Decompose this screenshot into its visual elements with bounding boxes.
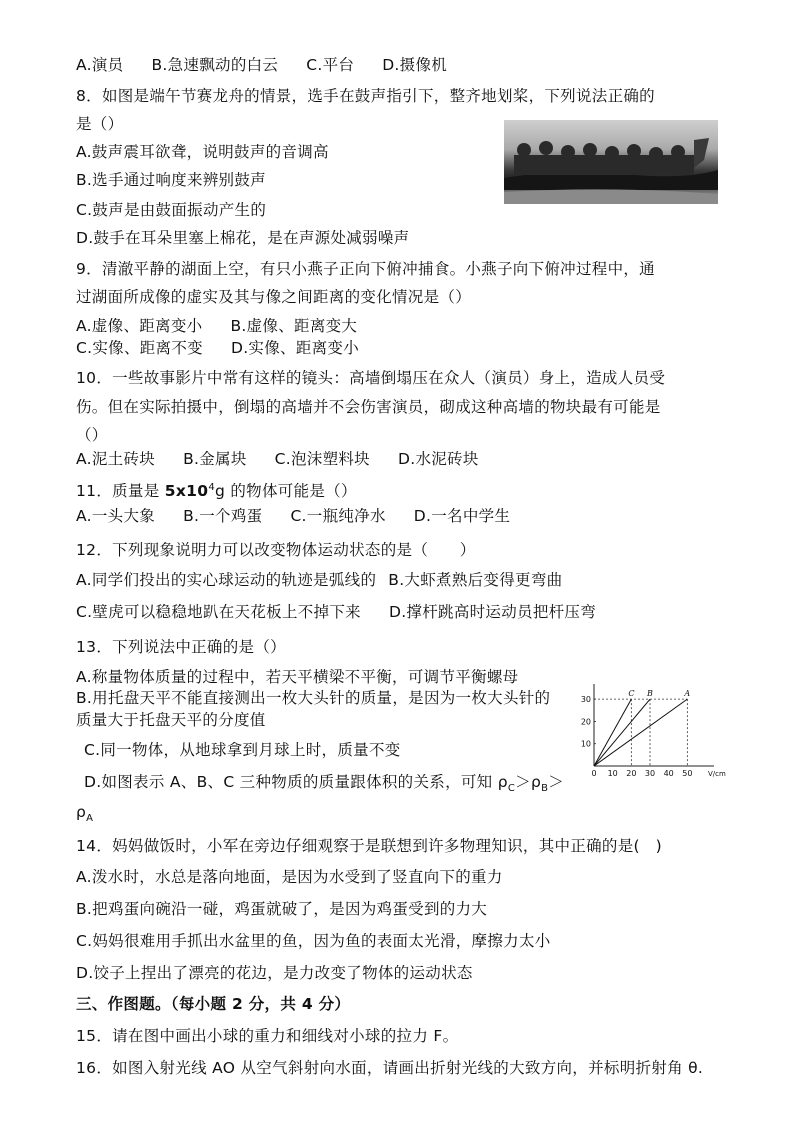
q8-option-a: A.鼓声震耳欲聋，说明鼓声的音调高 [76, 143, 329, 161]
q12-option-a: A.同学们投出的实心球运动的轨迹是弧线的 [76, 571, 377, 589]
q13-option-d-cont [76, 802, 93, 829]
y-tick-label: 10 [580, 739, 591, 749]
q11-option-c: C.一瓶纯净水 [290, 507, 386, 525]
q10-stem-line2: 伤。但在实际拍摄中，倒塌的高墙并不会伤害演员，砌成这种高墙的物块最有可能是 [76, 398, 661, 416]
q12-option-d: D.撑杆跳高时运动员把杆压弯 [388, 603, 597, 621]
series-line-b [594, 699, 650, 766]
q9-option-a: A.虚像、距离变小 [76, 317, 203, 335]
series-line-c [594, 699, 631, 766]
series-label-a: A [684, 689, 691, 699]
greater-than: ＞ [515, 773, 531, 791]
dragon-boat-photo [504, 120, 718, 204]
x-tick-label: 30 [644, 769, 656, 778]
q9-stem-line2: 过湖面所成像的虚实及其与像之间距离的变化情况是（） [76, 288, 472, 306]
q13-stem: 13．下列说法中正确的是（） [76, 638, 286, 656]
rho-sub-a: A [86, 813, 94, 825]
q7-option-a: A.演员 [76, 56, 124, 74]
q8-stem-line1: 8．如图是端午节赛龙舟的情景，选手在鼓声指引下，整齐地划桨，下列说法正确的 [76, 87, 655, 105]
y-tick-label: 30 [580, 695, 591, 705]
q10-options [76, 449, 479, 469]
x-tick-label: 40 [663, 769, 674, 778]
q13-option-d [84, 772, 564, 799]
q7-option-d: D.摄像机 [382, 56, 448, 74]
q8-option-c: C.鼓声是由鼓面振动产生的 [76, 201, 267, 219]
q10-option-b: B.金属块 [183, 450, 247, 468]
q10-option-c: C.泡沫塑料块 [274, 450, 370, 468]
y-tick-label: 20 [580, 717, 591, 727]
q10-option-a: A.泥土砖块 [76, 450, 156, 468]
q14-option-d: D.饺子上捏出了漂亮的花边，是力改变了物体的运动状态 [76, 964, 473, 982]
q15-stem: 15．请在图中画出小球的重力和细线对小球的拉力 F。 [76, 1027, 459, 1045]
q14-option-a: A.泼水时，水总是落向地面，是因为水受到了竖直向下的重力 [76, 868, 503, 886]
q14-stem: 14．妈妈做饭时，小军在旁边仔细观察于是联想到许多物理知识，其中正确的是( ) [76, 837, 663, 855]
rho-sub-b: B [541, 783, 549, 795]
q11-option-b: B.一个鸡蛋 [183, 507, 263, 525]
q10-stem-line1: 10．一些故事影片中常有这样的镜头：高墙倒塌压在众人（演员）身上，造成人员受 [76, 369, 666, 387]
graph-lines [594, 689, 690, 766]
x-tick-label: 10 [607, 769, 618, 778]
dragon-boat-illustration [504, 120, 718, 204]
q11-stem-post: g 的物体可能是（） [215, 482, 357, 501]
q11-stem [76, 478, 357, 501]
q14-option-c: C.妈妈很难用手抓出水盆里的鱼，因为鱼的表面太光滑，摩擦力太小 [76, 932, 551, 950]
q7-options [76, 55, 447, 75]
series-label-c: C [628, 689, 635, 699]
q12-option-c: C.壁虎可以稳稳地趴在天花板上不掉下来 [76, 603, 361, 621]
series-label-b: B [647, 689, 653, 699]
q11-stem-pre: 11．质量是 [76, 482, 165, 501]
q13-option-d-text: D.如图表示 A、B、C 三种物质的质量跟体积的关系，可知 [84, 773, 498, 791]
q11-option-d: D.一名中学生 [413, 507, 511, 525]
q9-option-d: D.实像、距离变小 [230, 339, 360, 357]
q10-option-d: D.水泥砖块 [397, 450, 479, 468]
q12-stem: 12．下列现象说明力可以改变物体运动状态的是（ ） [76, 541, 476, 559]
q11-options [76, 506, 510, 526]
q9-stem-line1: 9．清澈平静的湖面上空，有只小燕子正向下俯冲捕食。小燕子向下俯冲过程中，通 [76, 260, 655, 278]
q14-option-b: B.把鸡蛋向碗沿一碰，鸡蛋就破了，是因为鸡蛋受到的力大 [76, 900, 488, 918]
q11-mass-exponent: 4 [208, 482, 215, 493]
greater-than: ＞ [548, 773, 565, 791]
x-tick-label: 0 [591, 769, 597, 778]
q8-stem-line2: 是（） [76, 115, 124, 133]
x-tick-label: 20 [626, 769, 637, 778]
x-tick-label: 50 [682, 769, 693, 778]
section-3-heading: 三、作图题。（每小题 2 分，共 4 分） [76, 995, 351, 1013]
q10-stem-line3: （） [76, 426, 108, 444]
q13-option-b-line1: B.用托盘天平不能直接测出一枚大头针的质量，是因为一枚大头针的 [76, 689, 551, 707]
q12-options-row1 [76, 570, 562, 590]
q16-stem: 16．如图入射光线 AO 从空气斜射向水面，请画出折射光线的大致方向，并标明折射角 θ. [76, 1059, 704, 1077]
q9-option-b: B.虚像、距离变大 [230, 317, 358, 335]
q12-options-row2 [76, 602, 596, 622]
q12-option-b: B.大虾煮熟后变得更弯曲 [388, 571, 563, 589]
q11-mass-value: 5x10 [164, 482, 209, 501]
rho-b [530, 773, 549, 795]
q13-option-a: A.称量物体质量的过程中，若天平横梁不平衡，可调节平衡螺母 [76, 668, 519, 686]
rho-c [497, 773, 516, 795]
q8-option-d: D.鼓手在耳朵里塞上棉花，是在声源处减弱噪声 [76, 229, 410, 247]
q9-option-c: C.实像、距离不变 [76, 339, 203, 357]
q9-options-row2 [76, 338, 359, 358]
x-axis-label: V/cm [708, 770, 726, 778]
q9-options-row1 [76, 316, 357, 336]
q8-option-b: B.选手通过响度来辨别鼓声 [76, 171, 266, 189]
rho-symbol: ρ [530, 773, 542, 791]
rho-symbol: ρ [497, 773, 508, 791]
mass-volume-graph [572, 682, 726, 782]
q7-option-c: C.平台 [306, 56, 355, 74]
q11-option-a: A.一头大象 [76, 507, 156, 525]
series-line-a [594, 699, 687, 766]
q13-option-b-line2: 质量大于托盘天平的分度值 [76, 711, 266, 729]
rho-symbol: ρ [76, 803, 87, 821]
rho-sub-c: C [507, 783, 516, 795]
q7-option-b: B.急速飘动的白云 [151, 56, 279, 74]
q13-option-c: C.同一物体，从地球拿到月球上时，质量不变 [84, 741, 401, 759]
